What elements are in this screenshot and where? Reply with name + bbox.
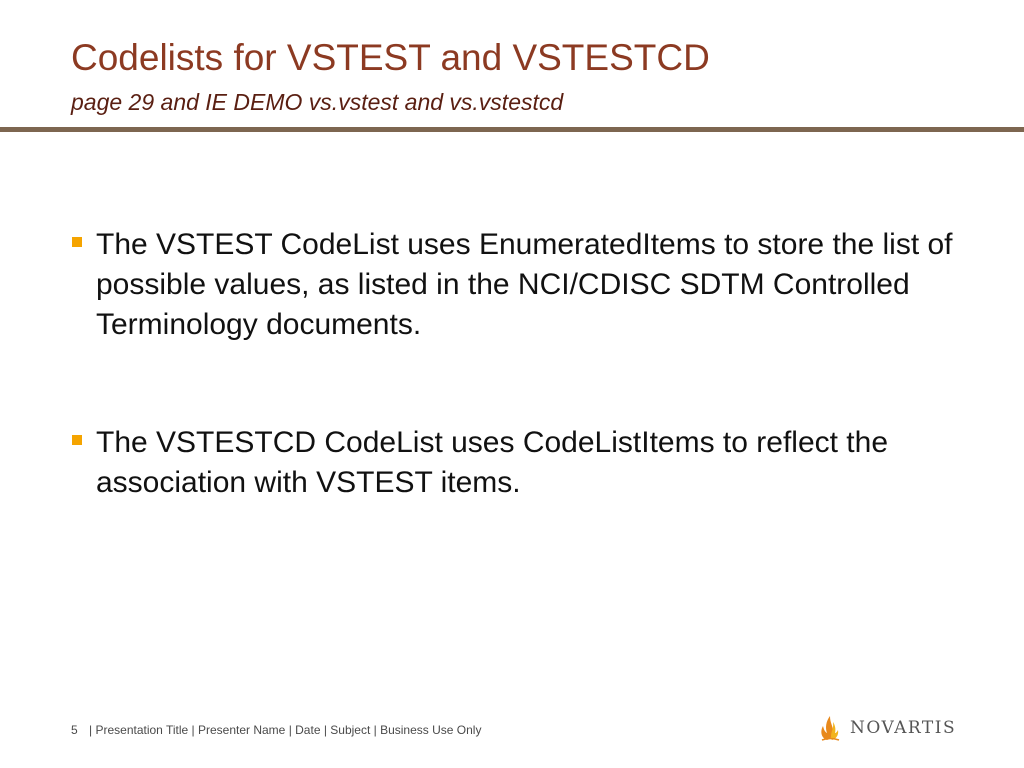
bullet-item xyxy=(72,423,992,503)
bullet-list xyxy=(72,225,992,503)
slide-title: Codelists for VSTEST and VSTESTCD xyxy=(71,37,710,78)
bullet-square-icon xyxy=(72,237,82,247)
title-divider xyxy=(0,127,1024,132)
bullet-text: The VSTEST CodeList uses EnumeratedItems to store the list of possible values, as listed in the NCI/CDISC SDTM Controlled Terminology documents. xyxy=(96,228,953,341)
bullet-item xyxy=(72,225,992,345)
footer-text: | Presentation Title | Presenter Name | Date | Subject | Business Use Only xyxy=(89,723,482,737)
bullet-square-icon xyxy=(72,435,82,445)
page-number: 5 xyxy=(71,723,78,737)
slide-subtitle: page 29 and IE DEMO vs.vstest and vs.vstestcd xyxy=(71,89,564,115)
bullet-text: The VSTESTCD CodeList uses CodeListItems to reflect the association with VSTEST items. xyxy=(96,426,888,499)
footer xyxy=(71,723,481,737)
novartis-flame-icon xyxy=(818,714,842,742)
novartis-logo xyxy=(818,714,956,742)
logo-wordmark: NOVARTIS xyxy=(850,718,957,738)
